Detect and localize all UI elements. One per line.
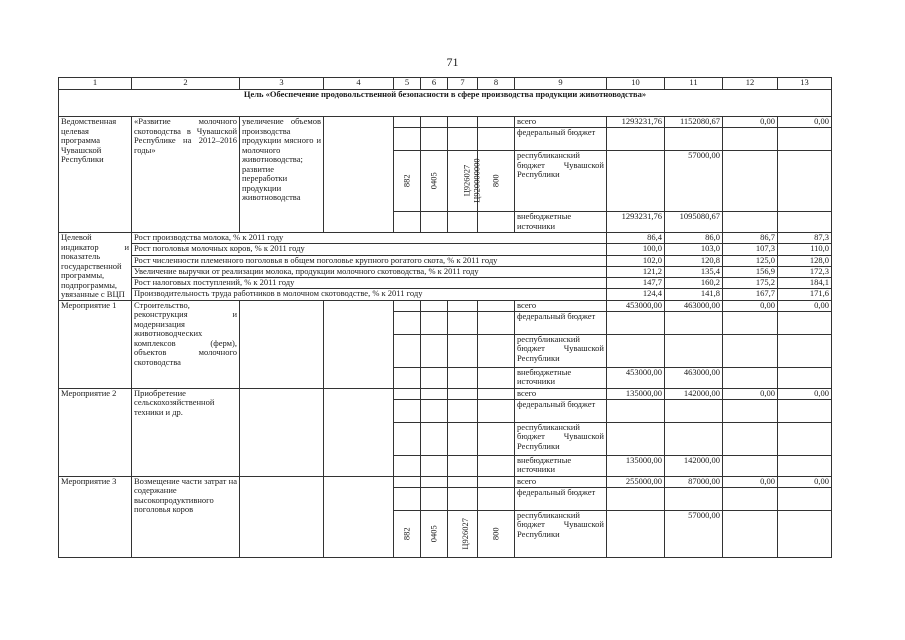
event-row (59, 476, 832, 487)
indicator-text: Рост налоговых поступлений, % к 2011 году (132, 278, 607, 289)
code-cell (478, 151, 515, 212)
budget-table (58, 77, 832, 558)
funding-source: всего (515, 476, 607, 487)
code-cell (394, 367, 421, 388)
column-header: 2 (132, 78, 240, 90)
indicator-text: Рост поголовья молочных коров, % к 2011 году (132, 244, 607, 255)
code-cell (478, 388, 515, 399)
event-description: Строительство, реконструкция и модернизация животноводческих комплексов (ферм), объектов молочного скотоводства (132, 300, 240, 388)
code-cell (478, 422, 515, 455)
value-cell (778, 422, 832, 455)
column-header: 5 (394, 78, 421, 90)
code-cell (394, 388, 421, 399)
code-cell (421, 334, 448, 367)
funding-source: республиканский бюджет Чувашской Республики (515, 510, 607, 557)
event-name: Мероприятие 2 (59, 388, 132, 476)
code-cell (421, 212, 448, 233)
goal-title: Цель «Обеспечение продовольственной безопасности в сфере производства продукции животноводства» (59, 90, 832, 117)
empty-cell (240, 388, 324, 476)
value-cell (607, 311, 665, 334)
value-cell (607, 510, 665, 557)
code-cell (478, 117, 515, 128)
empty-cell (324, 300, 394, 388)
funding-source: федеральный бюджет (515, 311, 607, 334)
value-cell: 57000,00 (665, 151, 723, 212)
column-header: 12 (723, 78, 778, 90)
value-cell (778, 311, 832, 334)
value-cell: 121,2 (607, 266, 665, 277)
code-cell (448, 212, 478, 233)
indicator-text: Рост численности племенного поголовья в общем поголовье крупного рогатого скота, % к 2011 году (132, 255, 607, 266)
vertical-code: 800 (490, 174, 501, 188)
code-cell (448, 422, 478, 455)
column-header: 9 (515, 78, 607, 90)
indicator-row (59, 255, 832, 266)
value-cell: 156,9 (723, 266, 778, 277)
table-row (59, 117, 832, 128)
vertical-code: 882 (401, 174, 412, 188)
value-cell: 1293231,76 (607, 212, 665, 233)
code-cell (394, 300, 421, 311)
indicator-row (59, 278, 832, 289)
code-cell (478, 212, 515, 233)
code-cell (421, 311, 448, 334)
code-cell (394, 422, 421, 455)
program-goal: увеличение объемов производства продукции мясного и молочного животноводства; развитие переработки продукции животноводства (240, 117, 324, 233)
value-cell: 0,00 (778, 117, 832, 128)
code-cell (421, 455, 448, 476)
value-cell: 86,0 (665, 233, 723, 244)
column-header: 1 (59, 78, 132, 90)
funding-source: республиканский бюджет Чувашской Республики (515, 422, 607, 455)
code-cell (421, 476, 448, 487)
value-cell: 135,4 (665, 266, 723, 277)
column-header: 8 (478, 78, 515, 90)
code-cell (448, 388, 478, 399)
code-cell (448, 128, 478, 151)
value-cell: 147,7 (607, 278, 665, 289)
value-cell (723, 422, 778, 455)
code-cell (421, 117, 448, 128)
code-cell (394, 334, 421, 367)
code-cell (394, 510, 421, 557)
value-cell: 184,1 (778, 278, 832, 289)
funding-source: федеральный бюджет (515, 487, 607, 510)
value-cell (778, 487, 832, 510)
value-cell (607, 151, 665, 212)
value-cell: 107,3 (723, 244, 778, 255)
value-cell: 0,00 (723, 117, 778, 128)
value-cell (665, 128, 723, 151)
value-cell: 135000,00 (607, 455, 665, 476)
event-row (59, 388, 832, 399)
indicator-row (59, 233, 832, 244)
code-cell (448, 367, 478, 388)
value-cell (723, 128, 778, 151)
indicator-text: Производительность труда работников в молочном скотоводстве, % к 2011 году (132, 289, 607, 300)
code-cell (478, 510, 515, 557)
vertical-code: 0405 (428, 172, 439, 190)
code-cell (394, 212, 421, 233)
funding-source: всего (515, 300, 607, 311)
code-cell (448, 476, 478, 487)
vertical-code: Ц926027 (460, 517, 471, 550)
event-row (59, 300, 832, 311)
value-cell: 1293231,76 (607, 117, 665, 128)
code-cell (478, 399, 515, 422)
value-cell: 110,0 (778, 244, 832, 255)
code-cell (448, 455, 478, 476)
value-cell: 0,00 (778, 476, 832, 487)
value-cell: 0,00 (723, 476, 778, 487)
code-cell (478, 455, 515, 476)
code-cell (478, 487, 515, 510)
value-cell: 128,0 (778, 255, 832, 266)
code-cell (421, 510, 448, 557)
value-cell (723, 334, 778, 367)
value-cell (778, 334, 832, 367)
code-cell (394, 128, 421, 151)
value-cell: 0,00 (778, 388, 832, 399)
value-cell (607, 128, 665, 151)
funding-source: внебюджетные источники (515, 212, 607, 233)
column-header: 10 (607, 78, 665, 90)
value-cell (723, 399, 778, 422)
value-cell (665, 334, 723, 367)
value-cell: 172,3 (778, 266, 832, 277)
empty-cell (324, 117, 394, 233)
funding-source: всего (515, 117, 607, 128)
value-cell (607, 487, 665, 510)
code-cell (478, 476, 515, 487)
code-cell (421, 367, 448, 388)
value-cell (723, 510, 778, 557)
code-cell (448, 487, 478, 510)
value-cell: 125,0 (723, 255, 778, 266)
value-cell: 0,00 (723, 300, 778, 311)
value-cell (665, 487, 723, 510)
code-cell (394, 476, 421, 487)
value-cell (778, 212, 832, 233)
value-cell: 100,0 (607, 244, 665, 255)
indicator-label: Целевой индикатор и показатель государственной программы, подпрограммы, увязанные с ВЦП (59, 233, 132, 301)
funding-source: внебюджетные источники (515, 367, 607, 388)
empty-cell (240, 300, 324, 388)
value-cell: 87,3 (778, 233, 832, 244)
code-cell (448, 334, 478, 367)
value-cell: 87000,00 (665, 476, 723, 487)
code-cell (448, 510, 478, 557)
code-cell (421, 388, 448, 399)
value-cell: 171,6 (778, 289, 832, 300)
empty-cell (240, 476, 324, 557)
code-cell (448, 311, 478, 334)
event-name: Мероприятие 1 (59, 300, 132, 388)
funding-source: республиканский бюджет Чувашской Республики (515, 151, 607, 212)
event-name: Мероприятие 3 (59, 476, 132, 557)
value-cell: 463000,00 (665, 300, 723, 311)
vertical-code: 800 (490, 527, 501, 540)
value-cell: 120,8 (665, 255, 723, 266)
value-cell: 167,7 (723, 289, 778, 300)
empty-cell (324, 476, 394, 557)
value-cell (723, 311, 778, 334)
code-cell (421, 151, 448, 212)
value-cell: 453000,00 (607, 367, 665, 388)
event-description: Приобретение сельскохозяйственной техники и др. (132, 388, 240, 476)
code-cell (421, 300, 448, 311)
value-cell: 1152080,67 (665, 117, 723, 128)
value-cell: 175,2 (723, 278, 778, 289)
vertical-code: 0405 (428, 525, 439, 543)
value-cell (665, 311, 723, 334)
goal-row (59, 90, 832, 117)
value-cell: 255000,00 (607, 476, 665, 487)
vertical-code: Ц926027 Ц920000000 (461, 158, 482, 204)
value-cell: 103,0 (665, 244, 723, 255)
value-cell (723, 212, 778, 233)
value-cell (778, 128, 832, 151)
value-cell (778, 151, 832, 212)
code-cell (478, 334, 515, 367)
value-cell (607, 334, 665, 367)
code-cell (478, 367, 515, 388)
value-cell: 102,0 (607, 255, 665, 266)
code-cell (394, 117, 421, 128)
value-cell (778, 399, 832, 422)
value-cell (778, 367, 832, 388)
value-cell: 0,00 (778, 300, 832, 311)
value-cell (665, 399, 723, 422)
code-cell (478, 311, 515, 334)
value-cell: 0,00 (723, 388, 778, 399)
value-cell (607, 399, 665, 422)
value-cell (778, 510, 832, 557)
program-name: «Развитие молочного скотоводства в Чувашской Республике на 2012–2016 годы» (132, 117, 240, 233)
code-cell (421, 128, 448, 151)
funding-source: федеральный бюджет (515, 128, 607, 151)
value-cell: 86,4 (607, 233, 665, 244)
indicator-text: Рост производства молока, % к 2011 году (132, 233, 607, 244)
indicator-text: Увеличение выручки от реализации молока, продукции молочного скотоводства, % к 2011 году (132, 266, 607, 277)
funding-source: внебюджетные источники (515, 455, 607, 476)
header-row (59, 78, 832, 90)
code-cell (421, 422, 448, 455)
value-cell: 135000,00 (607, 388, 665, 399)
value-cell (607, 422, 665, 455)
column-header: 3 (240, 78, 324, 90)
value-cell: 57000,00 (665, 510, 723, 557)
value-cell (665, 422, 723, 455)
code-cell (421, 399, 448, 422)
indicator-row (59, 244, 832, 255)
event-description: Возмещение части затрат на содержание высокопродуктивного поголовья коров (132, 476, 240, 557)
code-cell (394, 311, 421, 334)
code-cell (448, 151, 482, 212)
code-cell (394, 455, 421, 476)
funding-source: республиканский бюджет Чувашской Республики (515, 334, 607, 367)
code-cell (478, 128, 515, 151)
code-cell (394, 487, 421, 510)
column-header: 6 (421, 78, 448, 90)
program-type: Ведомственная целевая программа Чувашской Республики (59, 117, 132, 233)
funding-source: всего (515, 388, 607, 399)
indicator-row (59, 289, 832, 300)
page-number: 71 (446, 55, 459, 69)
vertical-code: 882 (401, 527, 412, 540)
code-cell (394, 151, 421, 212)
code-cell (421, 487, 448, 510)
value-cell: 160,2 (665, 278, 723, 289)
value-cell: 124,4 (607, 289, 665, 300)
funding-source: федеральный бюджет (515, 399, 607, 422)
value-cell: 463000,00 (665, 367, 723, 388)
value-cell (723, 367, 778, 388)
value-cell: 142000,00 (665, 455, 723, 476)
empty-cell (324, 388, 394, 476)
code-cell (478, 300, 515, 311)
value-cell (723, 455, 778, 476)
value-cell: 142000,00 (665, 388, 723, 399)
value-cell: 1095080,67 (665, 212, 723, 233)
code-cell (394, 399, 421, 422)
column-header: 13 (778, 78, 832, 90)
value-cell (778, 455, 832, 476)
value-cell (723, 151, 778, 212)
value-cell (723, 487, 778, 510)
code-cell (448, 300, 478, 311)
indicator-row (59, 266, 832, 277)
value-cell: 86,7 (723, 233, 778, 244)
table-body (59, 78, 832, 558)
column-header: 4 (324, 78, 394, 90)
value-cell: 141,8 (665, 289, 723, 300)
value-cell: 453000,00 (607, 300, 665, 311)
column-header: 7 (448, 78, 478, 90)
code-cell (448, 117, 478, 128)
column-header: 11 (665, 78, 723, 90)
code-cell (448, 399, 478, 422)
